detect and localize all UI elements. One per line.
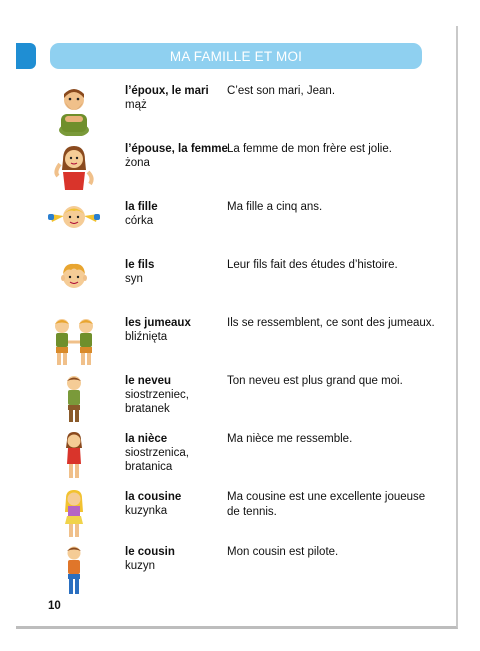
polish-translation: siostrzenica, bratanica (125, 447, 189, 473)
french-term: l’épouse, la femme (125, 143, 228, 155)
french-term: la nièce (125, 433, 168, 445)
french-term: la cousine (125, 491, 182, 503)
page-number: 10 (48, 600, 61, 612)
example-sentence: Ils se ressemblent, ce sont des jumeaux. (227, 317, 435, 329)
son-icon (46, 258, 102, 310)
chapter-tab (16, 43, 36, 69)
husband-icon (46, 84, 102, 136)
example-sentence: Ton neveu est plus grand que moi. (227, 375, 403, 387)
polish-translation: żona (125, 157, 150, 169)
example-sentence: Leur fils fait des études d’histoire. (227, 259, 398, 271)
daughter-icon (46, 200, 102, 252)
french-term: le fils (125, 259, 155, 271)
polish-translation: bliźnięta (125, 331, 168, 343)
polish-translation: kuzynka (125, 505, 168, 517)
chapter-header (50, 43, 422, 69)
polish-translation: córka (125, 215, 154, 227)
example-sentence: C’est son mari, Jean. (227, 85, 336, 97)
example-sentence: Ma cousine est une excellente joueuse de tennis. (227, 491, 426, 518)
french-term: le cousin (125, 546, 175, 558)
example-sentence: La femme de mon frère est jolie. (227, 143, 392, 155)
chapter-title: MA FAMILLE ET MOI (169, 48, 303, 64)
nephew-icon (46, 374, 102, 426)
male-cousin-icon (46, 545, 102, 597)
polish-translation: syn (125, 273, 143, 285)
polish-translation: siostrzeniec, bratanek (125, 389, 189, 415)
example-sentence: Ma fille a cinq ans. (227, 201, 323, 213)
niece-icon (46, 432, 102, 484)
french-term: l’époux, le mari (125, 85, 209, 97)
twins-icon (46, 316, 102, 368)
polish-translation: mąż (125, 99, 147, 111)
female-cousin-icon (46, 490, 102, 542)
french-term: les jumeaux (125, 317, 191, 329)
polish-translation: kuzyn (125, 560, 156, 572)
french-term: la fille (125, 201, 158, 213)
wife-icon (46, 142, 102, 194)
example-sentence: Ma nièce me ressemble. (227, 433, 353, 445)
french-term: le neveu (125, 375, 172, 387)
example-sentence: Mon cousin est pilote. (227, 546, 339, 558)
